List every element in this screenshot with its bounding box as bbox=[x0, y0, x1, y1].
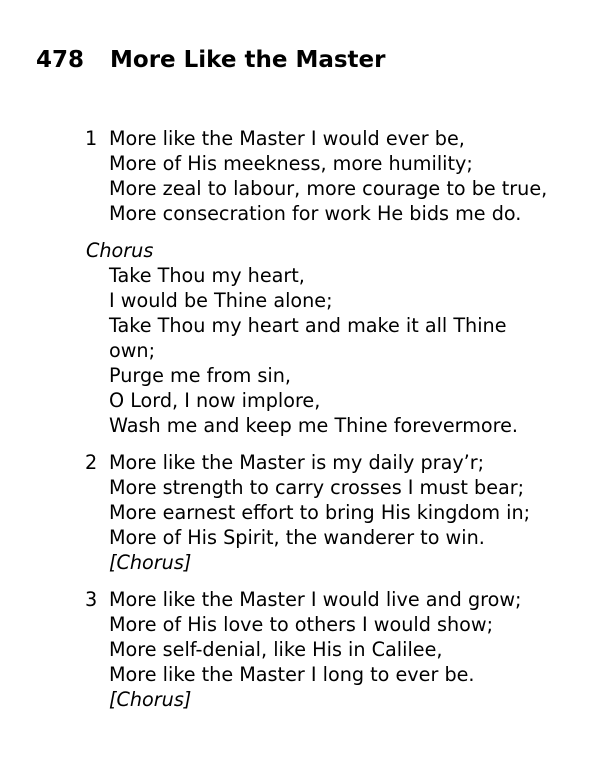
chorus-reference: [Chorus] bbox=[109, 688, 192, 711]
verse-3 bbox=[0, 587, 600, 712]
verse-number: 3 bbox=[85, 588, 98, 611]
verse-1 bbox=[0, 126, 600, 226]
chorus-line: Take Thou my heart, bbox=[109, 264, 305, 287]
chorus-line: I would be Thine alone; bbox=[109, 289, 333, 312]
chorus-line: O Lord, I now implore, bbox=[109, 389, 321, 412]
verse-line: More of His Spirit, the wanderer to win. bbox=[109, 526, 485, 549]
chorus-line: Wash me and keep me Thine forevermore. bbox=[109, 414, 519, 437]
chorus-reference: [Chorus] bbox=[109, 551, 192, 574]
chorus-line: Purge me from sin, bbox=[109, 364, 291, 387]
hymn-title-text: More Like the Master bbox=[110, 47, 386, 73]
verse-line: More of His love to others I would show; bbox=[109, 613, 494, 636]
verse-line: More self-denial, like His in Calilee, bbox=[109, 638, 443, 661]
hymn-body bbox=[0, 126, 600, 724]
verse-2 bbox=[0, 450, 600, 575]
verse-line: More like the Master I long to ever be. bbox=[109, 663, 475, 686]
chorus-line: Take Thou my heart and make it all Thine bbox=[109, 314, 507, 337]
chorus-line: own; bbox=[109, 339, 156, 362]
verse-number: 1 bbox=[85, 127, 98, 150]
verse-line: More earnest effort to bring His kingdom in; bbox=[109, 501, 531, 524]
hymn-title bbox=[36, 46, 385, 74]
verse-line: More like the Master is my daily pray’r; bbox=[109, 451, 485, 474]
chorus-heading: Chorus bbox=[86, 239, 154, 262]
verse-line: More of His meekness, more humility; bbox=[109, 152, 473, 175]
verse-line: More consecration for work He bids me do. bbox=[109, 202, 522, 225]
verse-line: More strength to carry crosses I must bear; bbox=[109, 476, 525, 499]
chorus bbox=[0, 238, 600, 438]
verse-line: More zeal to labour, more courage to be true, bbox=[109, 177, 548, 200]
verse-line: More like the Master I would ever be, bbox=[109, 127, 465, 150]
verse-number: 2 bbox=[85, 451, 98, 474]
verse-line: More like the Master I would live and grow; bbox=[109, 588, 522, 611]
hymn-number: 478 bbox=[36, 47, 85, 73]
